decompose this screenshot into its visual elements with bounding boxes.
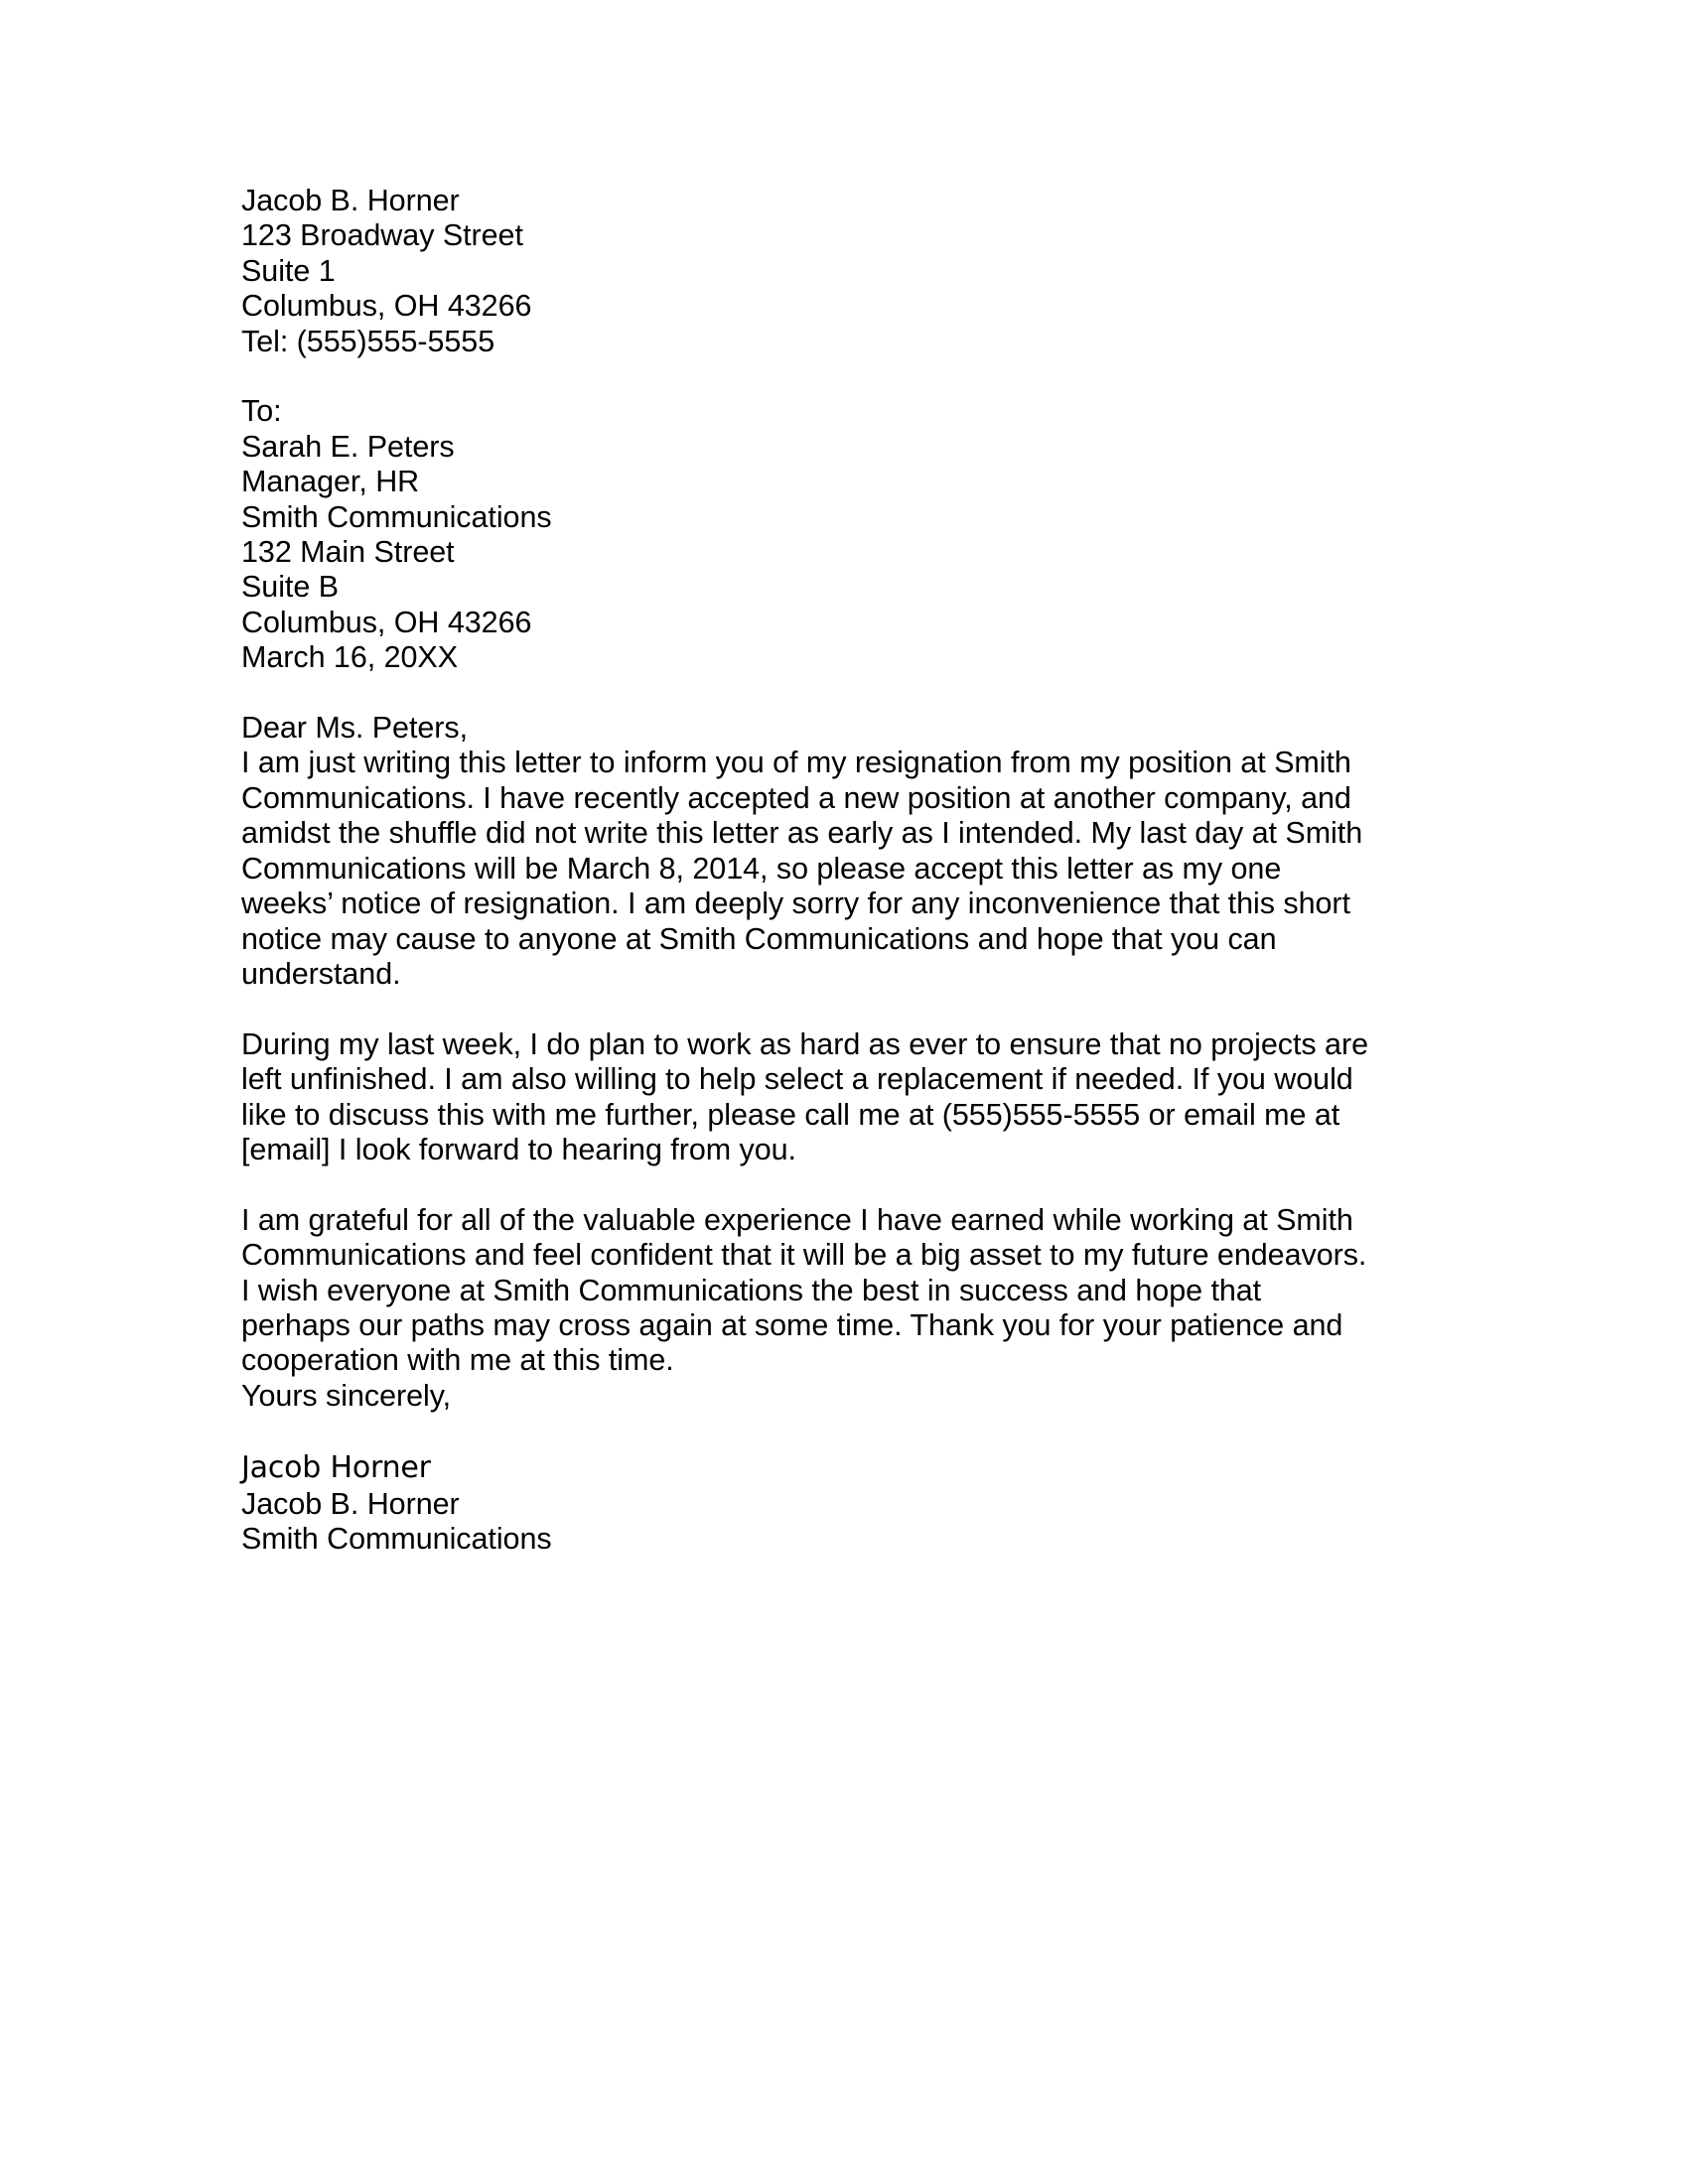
spacer [241, 992, 1368, 1026]
salutation: Dear Ms. Peters, [241, 711, 469, 746]
letter-body [241, 184, 1368, 1557]
recipient-address-block [241, 394, 1368, 675]
signature-block [241, 1449, 1368, 1558]
recipient-name: Sarah E. Peters [241, 429, 455, 464]
sender-suite: Suite 1 [241, 253, 336, 288]
recipient-suite: Suite B [241, 570, 339, 605]
recipient-company: Smith Communications [241, 499, 552, 534]
recipient-title: Manager, HR [241, 465, 420, 499]
spacer [241, 359, 1368, 394]
body-paragraph-2: During my last week, I do plan to work as hard as ever to ensure that no projects are left unfinished. I am also willing to help select a replacement if needed. If you would like to discuss this with me further, please call me at (555)555-5555 or email me at [email] I look forward to hearing from you. [241, 1026, 1368, 1166]
spacer [241, 1167, 1368, 1202]
spacer [241, 676, 1368, 711]
sender-street: 123 Broadway Street [241, 218, 523, 253]
body-paragraph-1: I am just writing this letter to inform you of my resignation from my position at Smith Communications. I have recently accepted a new position at another company, and amidst the shuffle did not write this letter as early as I intended. My last day at Smith Communications will be March 8, 2014, so please accept this letter as my one weeks’ notice of resignation. I am deeply sorry for any inconvenience that this short notice may cause to anyone at Smith Communications and hope that you can understand. [241, 746, 1363, 991]
spacer [241, 1414, 1368, 1448]
recipient-street: 132 Main Street [241, 535, 455, 570]
recipient-city-state-zip: Columbus, OH 43266 [241, 605, 532, 639]
sender-telephone: Tel: (555)555-5555 [241, 324, 495, 358]
body-paragraph-3: I am grateful for all of the valuable experience I have earned while working at Smith Communications and feel confident that it will be a big asset to my future endeavors. I wish everyone at Smith Communications the best in success and hope that perhaps our paths may cross again at some time. Thank you for your patience and cooperation with me at this time. [241, 1202, 1367, 1378]
sender-name: Jacob B. Horner [241, 184, 460, 217]
signature-company: Smith Communications [241, 1521, 552, 1556]
sender-address-block [241, 184, 1368, 359]
sender-city-state-zip: Columbus, OH 43266 [241, 289, 532, 324]
signature-printed-name: Jacob B. Horner [241, 1486, 460, 1521]
recipient-to-label: To: [241, 394, 282, 429]
signature-name: Jacob Horner [241, 1449, 431, 1485]
closing-line: Yours sincerely, [241, 1378, 452, 1413]
letter-date: March 16, 20XX [241, 640, 458, 675]
